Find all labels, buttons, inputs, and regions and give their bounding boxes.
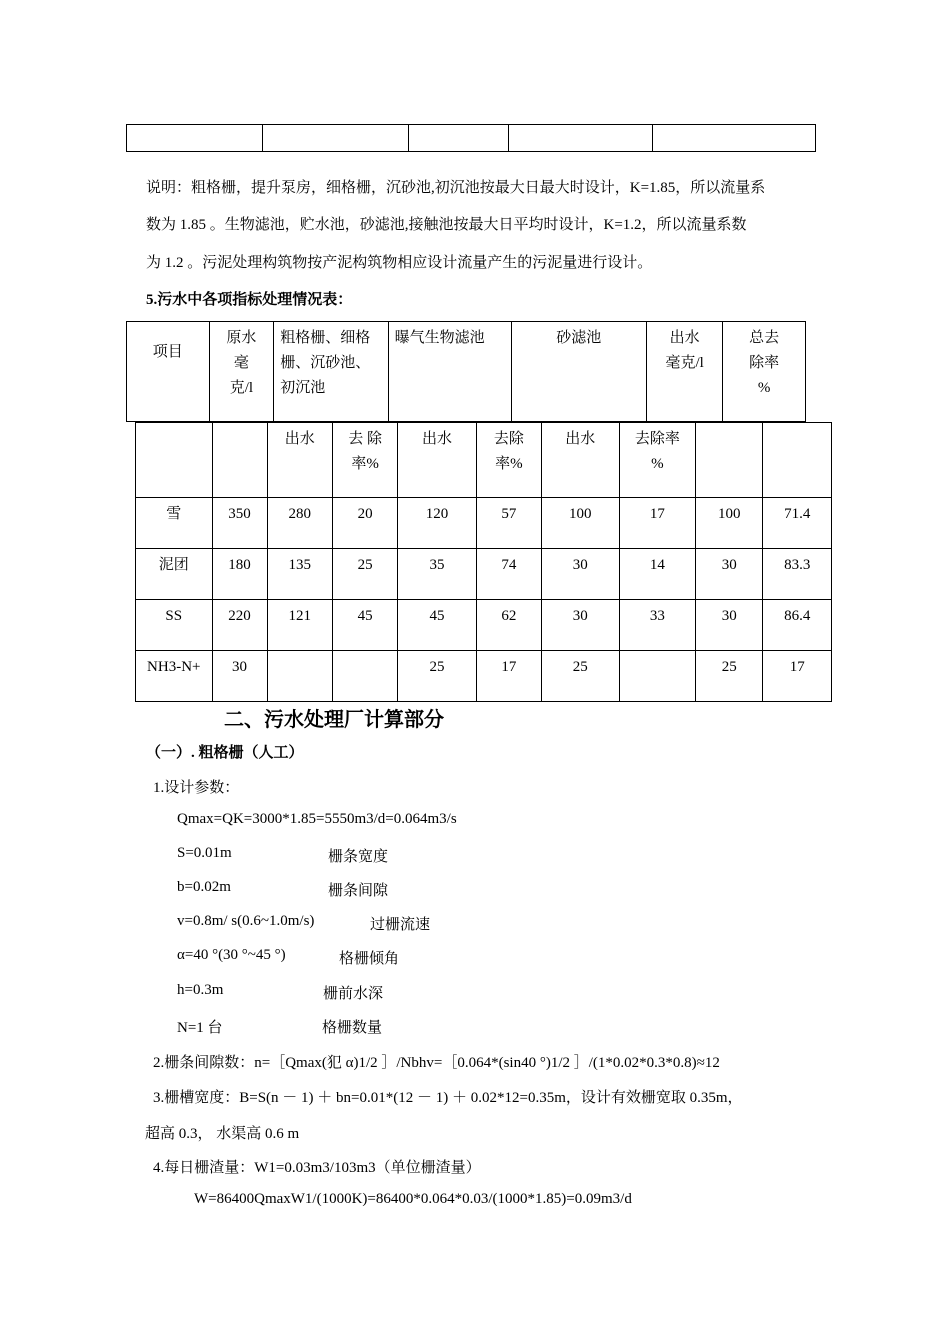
empty-cell: [696, 423, 763, 498]
row-effluent-1: 121: [267, 600, 332, 651]
row-total-removal: 83.3: [763, 549, 832, 600]
row-removal-2: 74: [476, 549, 541, 600]
note-line-3: 为 1.2 。污泥处理构筑物按产泥构筑物相应设计流量产生的污泥量进行设计。: [146, 255, 653, 271]
empty-cell: [127, 125, 263, 152]
calc-channel-width-line-2: 超高 0.3， 水渠高 0.6 m: [145, 1126, 300, 1142]
param-value: v=0.8m/ s(0.6~1.0m/s): [177, 913, 315, 929]
row-effluent-3: 25: [541, 651, 619, 702]
row-raw: 180: [212, 549, 267, 600]
empty-cell: [263, 125, 408, 152]
row-total-removal: 86.4: [763, 600, 832, 651]
row-removal-1: 45: [333, 600, 398, 651]
indicator-table-body: [135, 422, 832, 702]
row-removal-1: 20: [333, 498, 398, 549]
header-item: 项目: [127, 322, 210, 422]
sub-removal-3: 去除率 %: [619, 423, 696, 498]
calc-screenings-line-1: 4.每日栅渣量：W1=0.03m3/103m3（单位栅渣量）: [153, 1160, 481, 1176]
row-removal-2: 57: [476, 498, 541, 549]
header-total-removal: 总去 除率 %: [723, 322, 806, 422]
row-effluent-1: 280: [267, 498, 332, 549]
row-final-effluent: 25: [696, 651, 763, 702]
row-raw: 220: [212, 600, 267, 651]
row-effluent-1: 135: [267, 549, 332, 600]
row-removal-1: 25: [333, 549, 398, 600]
empty-cell: [763, 423, 832, 498]
calc-bar-gaps: 2.栅条间隙数：n=［Qmax(犯 α)1/2 ］/Nbhv=［0.064*(sin40 °)1/2 ］/(1*0.02*0.3*0.8)≈12: [153, 1055, 720, 1071]
row-removal-3: 33: [619, 600, 696, 651]
param-value: S=0.01m: [177, 845, 232, 861]
row-effluent-2: 25: [398, 651, 476, 702]
sub-effluent-3: 出水: [541, 423, 619, 498]
sub-effluent-1: 出水: [267, 423, 332, 498]
calc-screenings-line-2: W=86400QmaxW1/(1000K)=86400*0.064*0.03/(1000*1.85)=0.09m3/d: [194, 1191, 632, 1207]
row-item: 雪: [136, 498, 213, 549]
table-row: [136, 600, 832, 651]
param-desc: 格栅倾角: [339, 951, 400, 967]
header-raw: 原水 毫 克/l: [209, 322, 274, 422]
row-effluent-3: 30: [541, 549, 619, 600]
previous-table-fragment: [126, 124, 816, 152]
indicator-table-header: [126, 321, 806, 422]
calc-channel-width-line-1: 3.栅槽宽度：B=S(n － 1) ＋ bn=0.01*(12 － 1) ＋ 0.02*12=0.35m，设计有效栅宽取 0.35m，: [153, 1090, 743, 1106]
table-row: [136, 549, 832, 600]
row-effluent-3: 30: [541, 600, 619, 651]
row-final-effluent: 30: [696, 600, 763, 651]
row-removal-2: 17: [476, 651, 541, 702]
header-effluent: 出水 毫克/l: [647, 322, 723, 422]
row-removal-3: 17: [619, 498, 696, 549]
param-desc: 栅前水深: [323, 986, 384, 1002]
row-effluent-2: 35: [398, 549, 476, 600]
row-removal-3: 14: [619, 549, 696, 600]
param-value: b=0.02m: [177, 879, 231, 895]
row-item: 泥团: [136, 549, 213, 600]
sub-effluent-2: 出水: [398, 423, 476, 498]
header-baf: 曝气生物滤池: [388, 322, 511, 422]
row-item: SS: [136, 600, 213, 651]
table-row: [136, 651, 832, 702]
section-5-title: 5.污水中各项指标处理情况表：: [146, 292, 353, 308]
row-removal-1: [333, 651, 398, 702]
param-desc: 栅条宽度: [328, 849, 389, 865]
sub-removal-1: 去 除 率%: [333, 423, 398, 498]
param-value: N=1 台: [177, 1020, 223, 1036]
param-desc: 格栅数量: [322, 1020, 383, 1036]
empty-cell: [509, 125, 652, 152]
table-row: [136, 498, 832, 549]
row-item: NH3-N+: [136, 651, 213, 702]
header-pretreatment: 粗格栅、细格 栅、沉砂池、 初沉池: [274, 322, 388, 422]
param-value: h=0.3m: [177, 982, 224, 998]
empty-cell: [652, 125, 816, 152]
empty-cell: [136, 423, 213, 498]
note-line-1: 说明：粗格栅，提升泵房，细格栅，沉砂池,初沉池按最大日最大时设计，K=1.85，所以流量系: [146, 180, 766, 196]
sub-removal-2: 去除 率%: [476, 423, 541, 498]
subsection-1-title: （一）. 粗格栅（人工）: [146, 745, 304, 761]
param-desc: 过栅流速: [370, 917, 431, 933]
row-total-removal: 17: [763, 651, 832, 702]
row-final-effluent: 100: [696, 498, 763, 549]
param-value: α=40 °(30 °~45 °): [177, 947, 286, 963]
empty-cell: [408, 125, 508, 152]
row-removal-2: 62: [476, 600, 541, 651]
row-total-removal: 71.4: [763, 498, 832, 549]
params-title: 1.设计参数：: [153, 780, 240, 796]
header-sand-filter: 砂滤池: [511, 322, 647, 422]
row-removal-3: [619, 651, 696, 702]
row-effluent-2: 120: [398, 498, 476, 549]
note-line-2: 数为 1.85 。生物滤池，贮水池，砂滤池,接触池按最大日平均时设计，K=1.2，所以流量系数: [146, 217, 747, 233]
row-effluent-3: 100: [541, 498, 619, 549]
empty-cell: [212, 423, 267, 498]
param-value: Qmax=QK=3000*1.85=5550m3/d=0.064m3/s: [177, 811, 457, 827]
row-final-effluent: 30: [696, 549, 763, 600]
param-desc: 栅条间隙: [328, 883, 389, 899]
row-raw: 350: [212, 498, 267, 549]
subheader-row: [136, 423, 832, 498]
part-2-title: 二、污水处理厂计算部分: [224, 709, 444, 731]
row-effluent-2: 45: [398, 600, 476, 651]
row-raw: 30: [212, 651, 267, 702]
row-effluent-1: [267, 651, 332, 702]
